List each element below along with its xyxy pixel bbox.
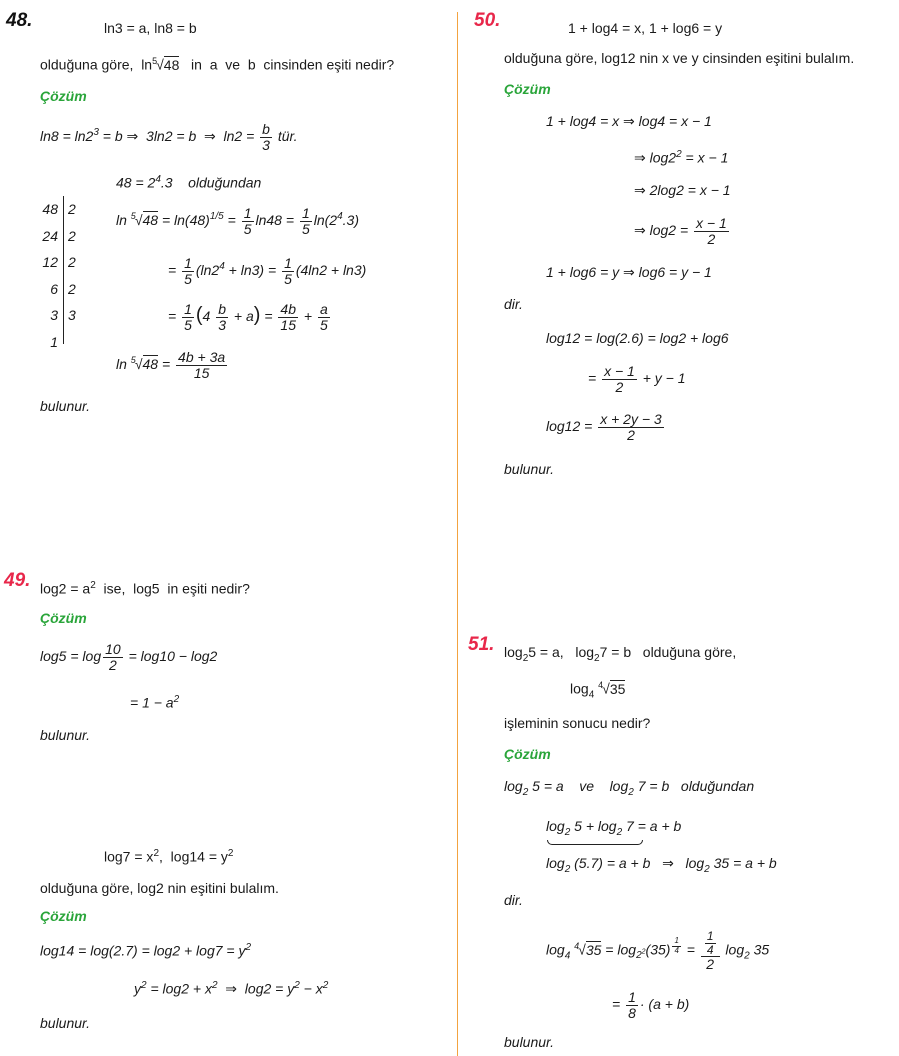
equation-line-5: = $\frac{1}{5}$ (4 $\frac{b}{3}$ + a) = $\frac{4b}{15}$ + $\frac{a}{5}$ <box>168 301 328 333</box>
dir-text: dir. <box>504 892 523 908</box>
cozum-heading: Çözüm <box>40 610 87 626</box>
problem-number: 49. <box>4 570 31 591</box>
question-text: olduğuna göre, $\ln^5√48$ in a ve b cinsinden eşiti nedir? <box>40 56 395 73</box>
equation-line-2: $48 = 2^4.3$ olduğundan <box>116 174 262 191</box>
equation-line-4: = $\frac{1}{5}$ $(\ln 2^4 + \ln 3)$ = $\frac{1}{5}$ (4ln2 + ln3) <box>168 255 367 287</box>
bulunur-text: bulunur. <box>40 398 91 414</box>
question-text: olduğuna göre, log12 nin x ve y cinsinden eşitini bulalım. <box>504 50 855 66</box>
equation-line-3: ⇒ 2log2 = x − 1 <box>634 182 731 198</box>
question-text: olduğuna göre, log2 nin eşitini bulalım. <box>40 880 279 896</box>
cozum-heading: Çözüm <box>504 746 551 762</box>
cozum-heading: Çözüm <box>40 908 87 924</box>
factor-table-right: 2 2 2 2 3 <box>68 201 76 323</box>
equation-line-3: $\ln ^5√48 = \ln(48)^{1/5}$ = $\frac{1}{5}$ ln48 = $\frac{1}{5}$ $\ln(2^4.3)$ <box>116 205 359 237</box>
bulunur-text: bulunur. <box>504 461 555 477</box>
given-statement: $\log 2 = a^2$ ise, log5 in eşiti nedir? <box>40 580 250 597</box>
cozum-heading: Çözüm <box>504 81 551 97</box>
equation-line-1: $\ln 8 = \ln 2^3 = b$ ⇒ 3ln2 = b ⇒ ln2 = $\frac{b}{3}$ tür. <box>40 121 298 153</box>
given-statement: $\log_25 = a$, $\log_27 = b$ olduğuna göre, <box>504 644 737 664</box>
problem-number: 48. <box>6 10 33 31</box>
problem-number: 50. <box>474 10 501 31</box>
given-statement: $\log 7 = x^2$, $\log 14 = y^2$ <box>104 848 234 865</box>
bulunur-text: bulunur. <box>504 1034 555 1050</box>
equation-line-2: $y^2 = \log 2 + x^2$ ⇒ $\log 2 = y^2 - x^2$ <box>134 980 329 997</box>
factor-table-left: 48 24 12 6 3 1 <box>42 201 58 350</box>
equation-line-5: 1 + log6 = y ⇒ log6 = y − 1 <box>546 264 712 280</box>
equation-line-1: 1 + log4 = x ⇒ log4 = x − 1 <box>546 113 712 129</box>
result-equation: ln $^5$√48 = $\frac{4b + 3a}{15}$ <box>116 349 226 381</box>
given-statement: ln3 = a, ln8 = b <box>104 20 197 36</box>
cozum-heading: Çözüm <box>40 88 87 104</box>
given-statement: 1 + log4 = x, 1 + log6 = y <box>568 20 723 36</box>
result-equation: log12 = $\frac{x + 2y - 3}{2}$ <box>546 411 662 443</box>
equation-line-1: $\log_2 5 = a$ ve $\log_2 7 = b$ olduğundan <box>504 778 755 798</box>
equation-line-4: $\log_4 ^4√35 = \log_{2^2}(35)$ $^{\frac{1}{4}}$ = $\frac{\frac{1}{4}}{2}$ $\log_2 35$ <box>546 929 770 973</box>
column-divider <box>457 12 458 1056</box>
expression: $\log_4 ^4√35$ <box>570 680 626 701</box>
equation-line-2: = $1 - a^2$ <box>130 694 180 711</box>
equation-line-3: $\log_2 (5.7) = a + b$ ⇒ $\log_2 35 = a + b$ <box>546 855 777 875</box>
question-text: işleminin sonucu nedir? <box>504 715 651 731</box>
equation-line-7: = $\frac{x - 1}{2}$ + y − 1 <box>588 363 686 395</box>
factor-table-divider <box>63 196 64 344</box>
underbrace <box>547 840 643 845</box>
dir-text: dir. <box>504 296 523 312</box>
equation-line-6: log12 = log(2.6) = log2 + log6 <box>546 330 729 346</box>
bulunur-text: bulunur. <box>40 727 91 743</box>
equation-line-2: $\log_2 5 + \log_2 7 = a + b$ <box>546 818 682 838</box>
equation-line-1: $\log 14 = \log(2.7) = \log 2 + \log 7 = y^2$ <box>40 942 252 959</box>
equation-line-5: = $\frac{1}{8}$ · (a + b) <box>612 989 690 1021</box>
equation-line-4: ⇒ log2 = $\frac{x - 1}{2}$ <box>634 215 727 247</box>
equation-line-2: ⇒ $\log 2^2 = x - 1$ <box>634 149 729 166</box>
bulunur-text: bulunur. <box>40 1015 91 1031</box>
problem-number: 51. <box>468 634 495 655</box>
equation-line-1: log5 = log $\frac{10}{2}$ = log10 − log2 <box>40 641 218 673</box>
